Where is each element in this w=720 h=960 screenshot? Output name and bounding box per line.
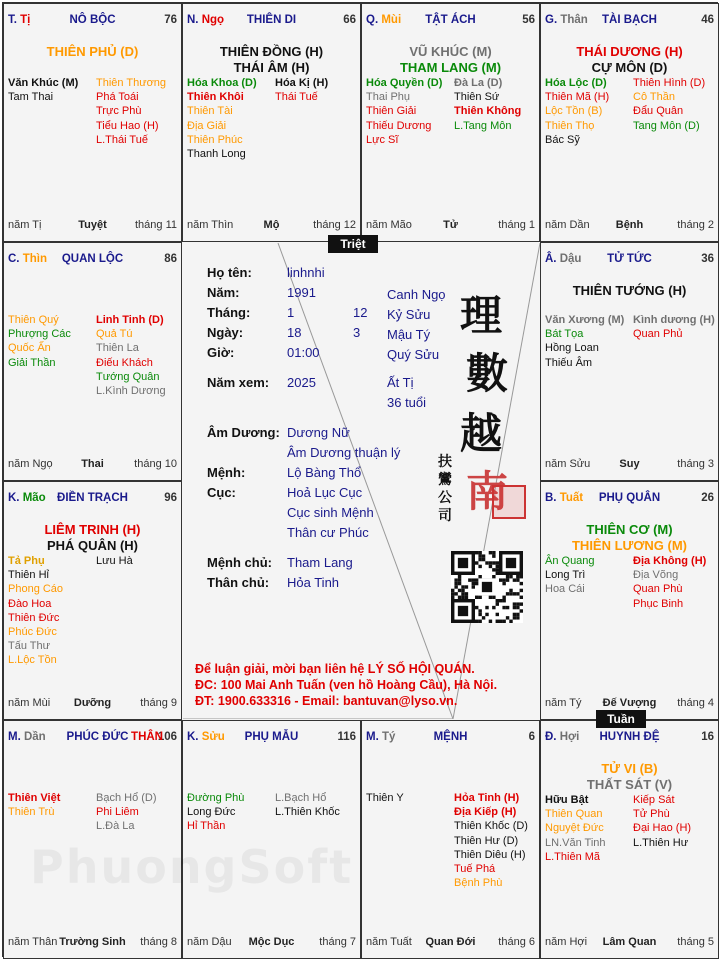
minor-star: Tuế Phá [454, 862, 496, 875]
minor-star: Hóa Kị (H) [275, 77, 329, 89]
minor-star: Quan Phủ [633, 328, 683, 341]
yinyang-1: Dương Nữ [287, 425, 350, 440]
palace-footer [8, 697, 177, 711]
minor-star: Đường Phù [187, 792, 245, 804]
year-label: năm Hợi [545, 936, 588, 948]
minor-star: Bát Tọa [545, 328, 584, 341]
left-stars [366, 791, 404, 805]
solar-year: 1991 [287, 285, 316, 300]
body-master-label: Thân chủ: [207, 575, 270, 590]
main-star: THIÊN CƠ (M) [586, 522, 673, 537]
year-label: năm Sửu [545, 458, 591, 470]
name-label: Họ tên: [207, 265, 252, 280]
minor-star: Hoa Cái [545, 583, 585, 596]
life-phase: Mộ [263, 219, 280, 231]
palace-name: QUAN LỘC [61, 253, 124, 265]
right-stars [96, 791, 157, 834]
destiny-master: Tham Lang [287, 555, 353, 570]
main-star: THIÊN TƯỚNG (H) [572, 283, 687, 298]
minor-star: Thiên Sứ [454, 91, 500, 104]
palace-ngo[interactable] [182, 3, 361, 242]
palace-name: NÔ BỘC [69, 14, 116, 26]
month-label: tháng 10 [134, 458, 177, 470]
age-number: 56 [522, 14, 535, 26]
minor-star: Đẩu Quân [633, 105, 684, 118]
life-phase: Quan Đới [425, 936, 476, 948]
palace-header [366, 731, 535, 745]
main-stars [543, 44, 716, 76]
minor-star: Hóa Lộc (D) [545, 77, 607, 89]
minor-star: Thiên Khốc (D) [454, 820, 528, 833]
palace-header [545, 492, 714, 506]
minor-star: Thiên Mã (H) [545, 91, 610, 104]
minor-star: Tử Phù [633, 808, 670, 821]
calligraphy-char: 理 [460, 291, 503, 340]
minor-star: Tả Phụ [8, 555, 45, 567]
minor-star: Quốc Ấn [8, 342, 51, 355]
calligraphy-char: 越 [460, 409, 503, 458]
hour-value: 01:00 [287, 345, 320, 360]
palace-ti[interactable] [3, 3, 182, 242]
palace-name: TÀI BẠCH [602, 14, 657, 26]
branch-label: K. Mão [8, 492, 46, 504]
minor-star: Hồng Loan [545, 342, 599, 355]
age-number: 66 [343, 14, 356, 26]
minor-star: Quả Tú [96, 328, 133, 341]
right-stars [96, 313, 166, 398]
age-number: 6 [528, 731, 535, 743]
branch-label: Q. Mùi [366, 14, 402, 26]
minor-star: Thanh Long [187, 147, 246, 160]
minor-star: Thiên Đức [8, 611, 60, 624]
minor-star: LN.Văn Tinh [545, 836, 606, 849]
palace-mao[interactable] [3, 481, 182, 720]
body-master: Hỏa Tinh [287, 575, 340, 590]
month-label: tháng 4 [677, 697, 714, 709]
minor-star: Đà La (D) [454, 77, 503, 89]
branch-label: Â. Dậu [545, 253, 582, 265]
life-phase: Thai [81, 458, 104, 470]
main-stars [543, 522, 716, 554]
month-label: Tháng: [207, 305, 251, 320]
minor-star: Lực Sĩ [366, 133, 399, 146]
minor-star: Địa Giải [187, 119, 227, 132]
minor-star: Văn Xương (M) [545, 314, 625, 326]
month-label: tháng 7 [319, 936, 356, 948]
age-number: 96 [164, 492, 177, 504]
minor-star: Tam Thai [8, 91, 54, 104]
minor-star: Hỉ Thần [187, 820, 226, 833]
palace-header [187, 14, 356, 28]
minor-star: Bệnh Phù [454, 877, 503, 890]
destiny-master-label: Mệnh chủ: [207, 555, 272, 570]
year-label: năm Dần [545, 219, 590, 231]
minor-star: Bác Sỹ [545, 133, 580, 146]
main-stars [543, 761, 716, 793]
minor-star: Long Đức [187, 806, 236, 819]
main-stars [185, 44, 358, 76]
palace-name: TẬT ÁCH [425, 14, 476, 26]
year-canchi: Canh Ngọ [387, 287, 446, 302]
minor-star: Hóa Khoa (D) [187, 77, 257, 89]
age-number: 16 [701, 731, 714, 743]
red-seal-stamp [492, 485, 526, 519]
month-label: tháng 1 [498, 219, 535, 231]
right-stars [96, 554, 133, 568]
year-label: năm Mão [366, 219, 412, 231]
minor-star: Thiếu Âm [545, 356, 593, 369]
month-label: tháng 9 [140, 697, 177, 709]
palace-name: PHỤ QUÂN [598, 492, 661, 504]
palace-footer [545, 458, 714, 472]
year-label: năm Thân [8, 936, 58, 948]
branch-label: T. Tị [8, 14, 31, 26]
minor-star: Long Trì [545, 569, 586, 582]
minor-star: Kình dương (H) [633, 314, 715, 326]
left-stars [545, 313, 624, 370]
minor-star: Thiên Giải [366, 105, 417, 118]
lunar-day: 3 [353, 325, 361, 340]
palace-header [8, 14, 177, 28]
minor-star: Thiên Y [366, 792, 404, 804]
minor-star: Thiên Hư (D) [454, 834, 519, 847]
main-star: LIÊM TRINH (H) [44, 522, 141, 537]
palace-header [545, 14, 714, 28]
center-info-panel [183, 243, 540, 719]
month-label: tháng 2 [677, 219, 714, 231]
minor-star: Phượng Các [8, 328, 71, 341]
left-stars [8, 791, 60, 819]
minor-star: L.Thiên Khốc [275, 806, 340, 819]
right-stars [454, 791, 528, 890]
life-phase: Trường Sinh [59, 936, 126, 948]
calligraphy-char: 南 [466, 467, 509, 516]
hour-label: Giờ: [207, 345, 235, 360]
minor-star: L.Thiên Hư [633, 836, 689, 849]
contact-info [195, 661, 535, 709]
year-label: Năm: [207, 285, 240, 300]
main-stars [6, 522, 179, 554]
day-canchi: Mậu Tý [387, 327, 431, 342]
cuc-2: Cục sinh Mệnh [287, 505, 374, 520]
minor-star: Ân Quang [545, 555, 595, 567]
horoscope-board [2, 2, 718, 957]
life-phase: Suy [619, 458, 640, 470]
palace-footer [8, 936, 177, 950]
palace-header [8, 253, 177, 267]
palace-footer [545, 697, 714, 711]
minor-star: Cô Thần [633, 91, 675, 104]
tuan-tag: Tuần [596, 710, 646, 728]
right-stars [633, 76, 705, 133]
left-stars [8, 313, 71, 370]
view-year-canchi: Ất Tị [387, 375, 414, 390]
palace-header [545, 731, 714, 745]
year-label: năm Mùi [8, 697, 51, 709]
contact-line: ĐT: 1900.633316 - Email: bantuvan@lyso.vn. [195, 694, 458, 708]
age-number: 106 [157, 731, 177, 743]
minor-star: Thái Tuế [275, 91, 318, 104]
destiny-label: Mệnh: [207, 465, 246, 480]
minor-star: L.Đà La [96, 820, 135, 833]
main-star: THÁI ÂM (H) [233, 60, 310, 75]
minor-star: Hỏa Tinh (H) [454, 792, 520, 804]
palace-footer [187, 936, 356, 950]
minor-star: Thiên Hình (D) [633, 77, 706, 89]
age-number: 116 [337, 731, 356, 743]
branch-label: Đ. Hợi [545, 731, 580, 743]
palace-name: HUYNH ĐỆ [599, 731, 660, 743]
life-phase: Bệnh [615, 219, 644, 231]
minor-star: Phi Liêm [96, 806, 139, 819]
minor-star: Phá Toái [96, 91, 139, 104]
minor-star: L.Thiên Mã [545, 850, 601, 863]
minor-star: Thai Phụ [366, 91, 411, 104]
main-stars [6, 44, 179, 60]
age-number: 46 [701, 14, 714, 26]
palace-footer [545, 219, 714, 233]
palace-header [8, 492, 177, 506]
life-phase: Tuyệt [78, 219, 107, 231]
month-label: tháng 5 [677, 936, 714, 948]
minor-star: Hữu Bật [545, 794, 589, 806]
branch-label: M. Dần [8, 731, 46, 743]
minor-star: Địa Kiếp (H) [454, 806, 517, 819]
palace-footer [366, 219, 535, 233]
palace-name: THIÊN DI [246, 14, 297, 26]
left-stars [366, 76, 442, 147]
minor-star: Thiên Phúc [187, 133, 243, 146]
minor-star: Thiên Quan [545, 808, 603, 821]
cuc-1: Hoả Lục Cục [287, 485, 363, 500]
triet-tag: Triệt [328, 235, 378, 253]
main-star: CỰ MÔN (D) [591, 60, 668, 75]
calligraphy-char: 數 [466, 349, 509, 398]
month-label: tháng 3 [677, 458, 714, 470]
qr-code[interactable] [451, 551, 523, 623]
main-star: PHÁ QUÂN (H) [47, 538, 138, 553]
life-phase: Dưỡng [73, 697, 112, 709]
minor-star: Giải Thần [8, 356, 56, 369]
left-stars [8, 554, 63, 668]
year-label: năm Thìn [187, 219, 234, 231]
life-phase: Tử [443, 219, 458, 231]
main-star: THẤT SÁT (V) [586, 777, 673, 792]
minor-star: Linh Tinh (D) [96, 314, 164, 326]
minor-star: Lộc Tồn (B) [545, 105, 603, 118]
left-stars [545, 793, 606, 864]
calligraphy-logo [438, 263, 528, 524]
minor-star: Bạch Hổ (D) [96, 792, 157, 804]
contact-line: Để luận giải, mời bạn liên hệ LÝ SỐ HỘI QUÁN. [195, 662, 475, 676]
main-star: THIÊN ĐỒNG (H) [219, 44, 324, 59]
main-star: THAM LANG (M) [399, 60, 502, 75]
month-label: tháng 11 [134, 219, 177, 231]
main-star: THIÊN LƯƠNG (M) [571, 538, 688, 553]
body-palace-mark: THÂN [131, 731, 163, 743]
right-stars [96, 76, 166, 147]
palace-header [366, 14, 535, 28]
main-star: THÁI DƯƠNG (H) [576, 44, 683, 59]
minor-star: Lưu Hà [96, 555, 133, 567]
main-stars [543, 283, 716, 299]
minor-star: Trực Phù [96, 105, 142, 118]
palace-footer [8, 219, 177, 233]
minor-star: Thiên Quý [8, 314, 59, 326]
yinyang-2: Âm Dương thuận lý [287, 445, 401, 460]
year-label: năm Tuất [366, 936, 412, 948]
year-label: năm Ngọ [8, 458, 53, 470]
branch-label: M. Tý [366, 731, 396, 743]
year-label: năm Dậu [187, 936, 232, 948]
minor-star: Thiên Không [454, 105, 522, 118]
palace-tuat[interactable] [540, 481, 719, 720]
age-number: 86 [164, 253, 177, 265]
year-label: năm Tý [545, 697, 582, 709]
main-star: THIÊN PHỦ (D) [46, 44, 139, 59]
palace-dau[interactable] [540, 242, 719, 481]
branch-label: K. Sửu [187, 731, 225, 743]
minor-star: Nguyệt Đức [545, 822, 604, 835]
view-year-label: Năm xem: [207, 375, 270, 390]
minor-star: Địa Võng [633, 569, 679, 582]
day-label: Ngày: [207, 325, 244, 340]
minor-star: Phục Binh [633, 597, 684, 610]
main-star: VŨ KHÚC (M) [409, 44, 492, 59]
yinyang-label: Âm Dương: [207, 425, 280, 440]
minor-star: Phong Cáo [8, 583, 64, 596]
minor-star: Thiên Khôi [187, 91, 244, 104]
left-stars [545, 76, 609, 147]
right-stars [275, 791, 340, 819]
palace-footer [8, 458, 177, 472]
month-canchi: Kỷ Sửu [387, 307, 431, 322]
solar-month: 1 [287, 305, 295, 320]
palace-name: PHÚC ĐỨC [66, 731, 129, 743]
minor-star: Đào Hoa [8, 597, 52, 610]
branch-label: N. Ngọ [187, 14, 225, 26]
palace-name: PHỤ MẪU [244, 731, 299, 743]
minor-star: Hóa Quyền (D) [366, 77, 443, 89]
main-stars [364, 44, 537, 76]
palace-hoi[interactable] [540, 720, 719, 959]
left-stars [545, 554, 595, 597]
palace-header [187, 731, 356, 745]
palace-header [545, 253, 714, 267]
minor-star: Địa Không (H) [633, 555, 707, 567]
minor-star: Thiếu Dương [366, 119, 432, 132]
minor-star: Thiên La [96, 342, 139, 355]
age-number: 26 [701, 492, 714, 504]
life-phase: Đế Vượng [602, 697, 657, 709]
contact-line: ĐC: 100 Mai Anh Tuấn (ven hồ Hoàng Cầu), Hà Nội. [195, 678, 498, 692]
minor-star: L.Bạch Hổ [275, 792, 327, 804]
minor-star: Tấu Thư [8, 640, 51, 653]
minor-star: Tướng Quân [96, 370, 160, 383]
seal-side-text: 扶鸞公司 [438, 454, 452, 524]
month-label: tháng 12 [313, 219, 356, 231]
destiny-value: Lộ Bàng Thổ [287, 465, 362, 480]
minor-star: L.Tang Môn [454, 119, 512, 132]
palace-name: ĐIỀN TRẠCH [57, 492, 128, 504]
minor-star: Thiên Trù [8, 806, 55, 819]
minor-star: L.Kình Dương [96, 384, 166, 397]
minor-star: Quan Phù [633, 583, 683, 596]
branch-label: C. Thìn [8, 253, 47, 265]
minor-star: Thiên Thương [96, 77, 167, 89]
left-stars [8, 76, 78, 104]
palace-ty[interactable] [361, 720, 540, 959]
minor-star: Văn Khúc (M) [8, 77, 79, 89]
branch-label: G. Thân [545, 14, 588, 26]
month-label: tháng 8 [140, 936, 177, 948]
right-stars [633, 313, 715, 341]
minor-star: Điếu Khách [96, 356, 153, 369]
age-number: 76 [164, 14, 177, 26]
minor-star: Tang Môn (D) [633, 119, 700, 132]
palace-name: TỬ TỨC [607, 253, 652, 265]
age-number: 36 [701, 253, 714, 265]
age-value: 36 tuổi [387, 395, 427, 410]
view-year: 2025 [287, 375, 316, 390]
year-label: năm Tị [8, 219, 42, 231]
left-stars [187, 76, 257, 161]
palace-mui[interactable] [361, 3, 540, 242]
cuc-3: Thân cư Phúc [287, 525, 369, 540]
minor-star: L.Thái Tuế [96, 133, 148, 146]
name-value: linhnhi [287, 265, 325, 280]
right-stars [454, 76, 521, 133]
solar-day: 18 [287, 325, 302, 340]
palace-than[interactable] [540, 3, 719, 242]
right-stars [633, 554, 706, 611]
minor-star: Thiên Tài [187, 105, 233, 118]
month-label: tháng 6 [498, 936, 535, 948]
minor-star: Thiên Diêu (H) [454, 848, 526, 861]
branch-label: B. Tuất [545, 492, 584, 504]
minor-star: Kiếp Sát [633, 794, 675, 806]
minor-star: Thiên Thọ [545, 119, 595, 132]
hour-canchi: Quý Sửu [387, 347, 440, 362]
palace-footer [545, 936, 714, 950]
palace-footer [366, 936, 535, 950]
minor-star: Thiên Việt [8, 792, 61, 804]
life-phase: Lâm Quan [602, 936, 657, 948]
main-star: TỬ VI (B) [601, 761, 658, 776]
right-stars [275, 76, 328, 104]
minor-star: Phúc Đức [8, 625, 57, 638]
cuc-label: Cục: [207, 485, 236, 500]
minor-star: Đại Hao (H) [633, 822, 692, 835]
palace-footer [187, 219, 356, 233]
watermark-text: PhuongSoft [30, 840, 354, 894]
lunar-month: 12 [353, 305, 368, 320]
minor-star: L.Lộc Tồn [8, 654, 57, 667]
left-stars [187, 791, 244, 834]
minor-star: Thiên Hỉ [8, 569, 49, 582]
palace-header [8, 731, 177, 745]
palace-thin[interactable] [3, 242, 182, 481]
minor-star: Tiểu Hao (H) [96, 119, 159, 132]
palace-name: MỆNH [433, 731, 468, 743]
right-stars [633, 793, 691, 850]
life-phase: Mộc Dục [248, 936, 295, 948]
